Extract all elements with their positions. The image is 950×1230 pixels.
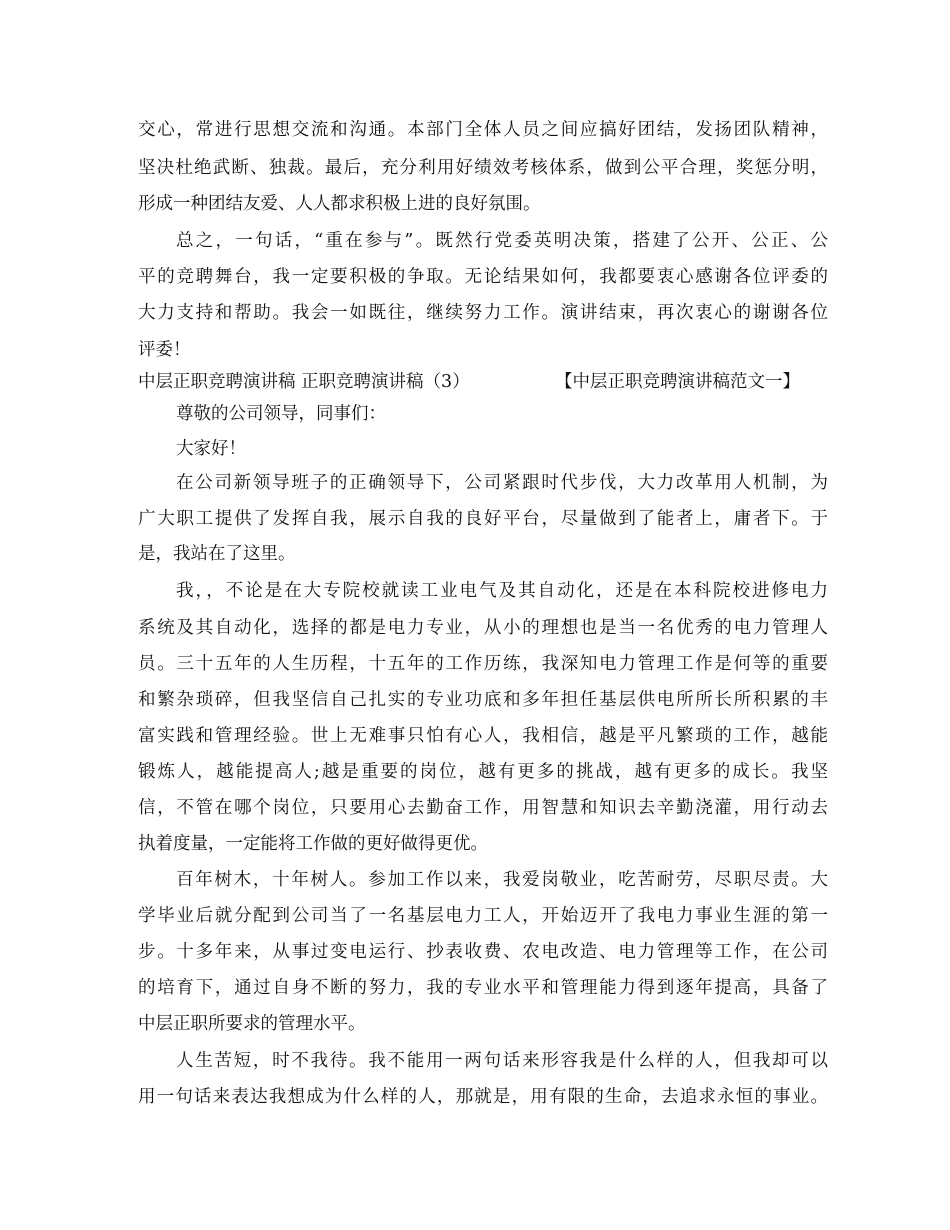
text-line: 大力支持和帮助。我会一如既往，继续努力工作。演讲结束，再次衷心的谢谢各位 xyxy=(138,303,828,323)
text-line: 信，不管在哪个岗位，只要用心去勤奋工作，用智慧和知识去辛勤浇灌，用行动去 xyxy=(138,798,828,818)
section-heading-left: 中层正职竞聘演讲稿 正职竞聘演讲稿（3） xyxy=(138,372,470,392)
text-line: 员。三十五年的人生历程，十五年的工作历练，我深知电力管理工作是何等的重要 xyxy=(138,654,828,674)
text-line: 用一句话来表达我想成为什么样的人，那就是，用有限的生命，去追求永恒的事业。 xyxy=(138,1087,828,1107)
greeting: 大家好！ xyxy=(176,439,246,459)
text-line: 平的竞聘舞台，我一定要积极的争取。无论结果如何，我都要衷心感谢各位评委的 xyxy=(138,267,828,287)
text-line: 人生苦短，时不我待。我不能用一两句话来形容我是什么样的人，但我却可以 xyxy=(176,1051,828,1071)
text-line: 的培育下，通过自身不断的努力，我的专业水平和管理能力得到逐年提高，具备了 xyxy=(138,978,828,998)
text-line: 中层正职所要求的管理水平。 xyxy=(138,1014,366,1034)
text-line: 系统及其自动化，选择的都是电力专业，从小的理想也是当一名优秀的电力管理人 xyxy=(138,618,828,638)
text-line: 百年树木，十年树人。参加工作以来，我爱岗敬业，吃苦耐劳，尽职尽责。大 xyxy=(176,870,828,890)
text-line: 锻炼人，越能提高人;越是重要的岗位，越有更多的挑战，越有更多的成长。我坚 xyxy=(138,762,828,782)
text-line: 和繁杂琐碎，但我坚信自己扎实的专业功底和多年担任基层供电所所长所积累的丰 xyxy=(138,690,828,710)
section-heading xyxy=(138,366,828,398)
text-line: 交心，常进行思想交流和沟通。本部门全体人员之间应搞好团结，发扬团队精神， xyxy=(138,120,828,140)
text-line: 广大职工提供了发挥自我，展示自我的良好平台，尽量做到了能者上，庸者下。于 xyxy=(138,509,828,529)
text-line: 是，我站在了这里。 xyxy=(138,544,296,564)
text-line: 富实践和管理经验。世上无难事只怕有心人，我相信，越是平凡繁琐的工作，越能 xyxy=(138,726,828,746)
text-line: 执着度量，一定能将工作做的更好做得更优。 xyxy=(138,834,488,854)
text-line: 学毕业后就分配到公司当了一名基层电力工人，开始迈开了我电力事业生涯的第一 xyxy=(138,906,828,926)
text-line: 坚决杜绝武断、独裁。最后，充分利用好绩效考核体系，做到公平合理，奖惩分明， xyxy=(138,158,828,178)
text-line: 评委！ xyxy=(138,340,191,360)
text-line: 我，，不论是在大专院校就读工业电气及其自动化，还是在本科院校进修电力 xyxy=(176,581,828,601)
text-line: 在公司新领导班子的正确领导下，公司紧跟时代步伐，大力改革用人机制，为 xyxy=(176,473,828,493)
text-line: 步。十多年来，从事过变电运行、抄表收费、农电改造、电力管理等工作，在公司 xyxy=(138,942,828,962)
section-heading-right: 【中层正职竞聘演讲稿范文一】 xyxy=(555,372,800,392)
text-line: 形成一种团结友爱、人人都求积极上进的良好氛围。 xyxy=(138,194,541,214)
salutation: 尊敬的公司领导，同事们： xyxy=(176,404,386,424)
text-line: 总之，一句话，“重在参与”。既然行党委英明决策，搭建了公开、公正、公 xyxy=(176,231,828,251)
